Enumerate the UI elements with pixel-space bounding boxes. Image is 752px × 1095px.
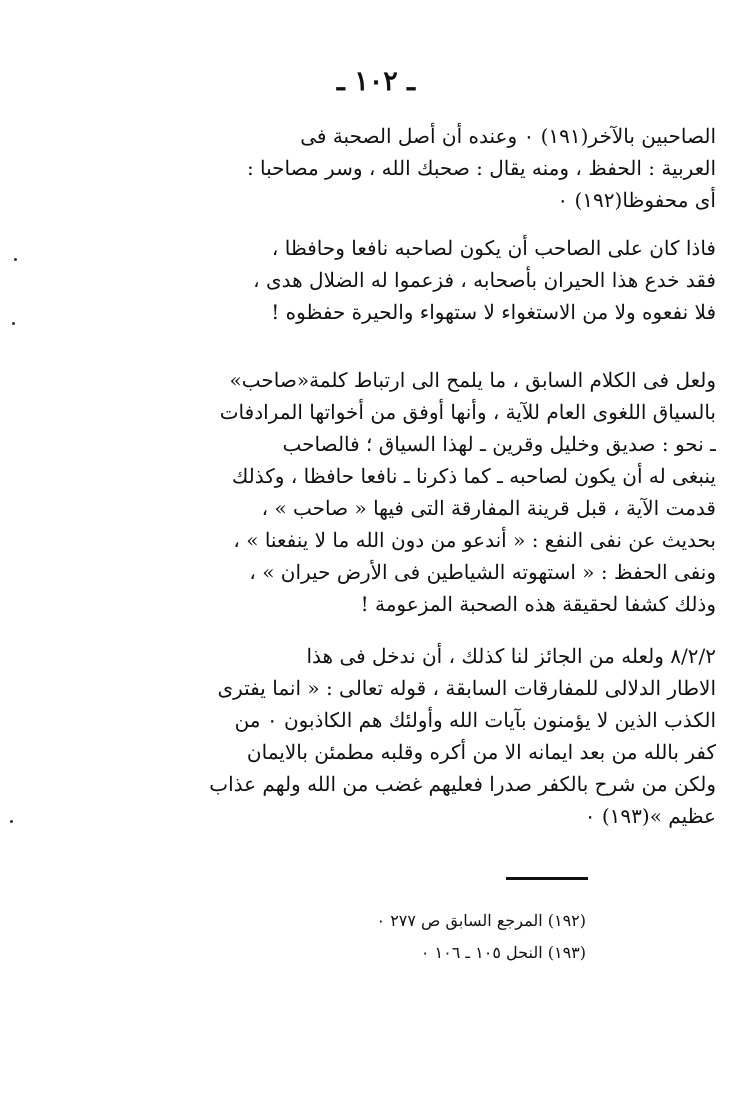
text-line: بحديث عن نفى النفع : « أندعو من دون الله ما لا ينفعنا » ،: [233, 528, 716, 552]
text-line: ونفى الحفظ : « استهوته الشياطين فى الأرض حيران » ،: [249, 560, 716, 584]
scan-speck: [12, 322, 15, 325]
paragraph-1: [56, 120, 716, 216]
scan-speck: [10, 820, 13, 823]
paragraph-4: [56, 640, 716, 832]
text-line: أى محفوظا(١٩٢) ٠: [557, 188, 716, 212]
text-line: الصاحبين بالآخر(١٩١) ٠ وعنده أن أصل الصحبة فى: [300, 124, 716, 148]
text-line: قدمت الآية ، قبل قرينة المفارقة التى فيها « صاحب » ،: [261, 496, 716, 520]
footnote-separator: [506, 877, 588, 880]
footnote: (١٩٣) النحل ١٠٥ ـ ١٠٦ ٠: [420, 943, 586, 962]
text-line: فلا نفعوه ولا من الاستغواء لا ستهواء والحيرة حفظوه !: [271, 300, 716, 324]
text-line: بالسياق اللغوى العام للآية ، وأنها أوفق من أخواتها المرادفات: [219, 400, 716, 424]
page-number: ـ ١٠٢ ـ: [336, 66, 416, 97]
scan-speck: [14, 258, 17, 261]
text-line: ولعل فى الكلام السابق ، ما يلمح الى ارتباط كلمة«صاحب»: [229, 368, 716, 392]
text-line: ولكن من شرح بالكفر صدرا فعليهم غضب من الله ولهم عذاب: [209, 772, 716, 796]
text-line: العربية : الحفظ ، ومنه يقال : صحبك الله ، وسر مصاحبا :: [246, 156, 716, 180]
text-line: فقد خدع هذا الحيران بأصحابه ، فزعموا له الضلال هدى ،: [253, 268, 716, 292]
paragraph-2: [56, 232, 716, 328]
text-line: الكذب الذين لا يؤمنون بآيات الله وأولئك هم الكاذبون ٠ من: [234, 708, 716, 732]
text-line: ٨/٢/٢ ولعله من الجائز لنا كذلك ، أن ندخل فى هذا: [306, 644, 716, 668]
text-line: وذلك كشفا لحقيقة هذه الصحبة المزعومة !: [360, 592, 716, 616]
text-line: كفر بالله من بعد ايمانه الا من أكره وقلبه مطمئن بالايمان: [246, 740, 716, 764]
text-line: عظيم »(١٩٣) ٠: [584, 804, 716, 828]
text-line: ينبغى له أن يكون لصاحبه ـ كما ذكرنا ـ نافعا حافظا ، وكذلك: [231, 464, 716, 488]
text-line: ـ نحو : صديق وخليل وقرين ـ لهذا السياق ؛ فالصاحب: [282, 432, 716, 456]
text-line: الاطار الدلالى للمفارقات السابقة ، قوله تعالى : « انما يفترى: [217, 676, 716, 700]
footnote: (١٩٢) المرجع السابق ص ٢٧٧ ٠: [376, 911, 586, 930]
paragraph-3: [56, 364, 716, 620]
text-line: فاذا كان على الصاحب أن يكون لصاحبه نافعا وحافظا ،: [271, 236, 716, 260]
footnotes: [166, 905, 586, 969]
